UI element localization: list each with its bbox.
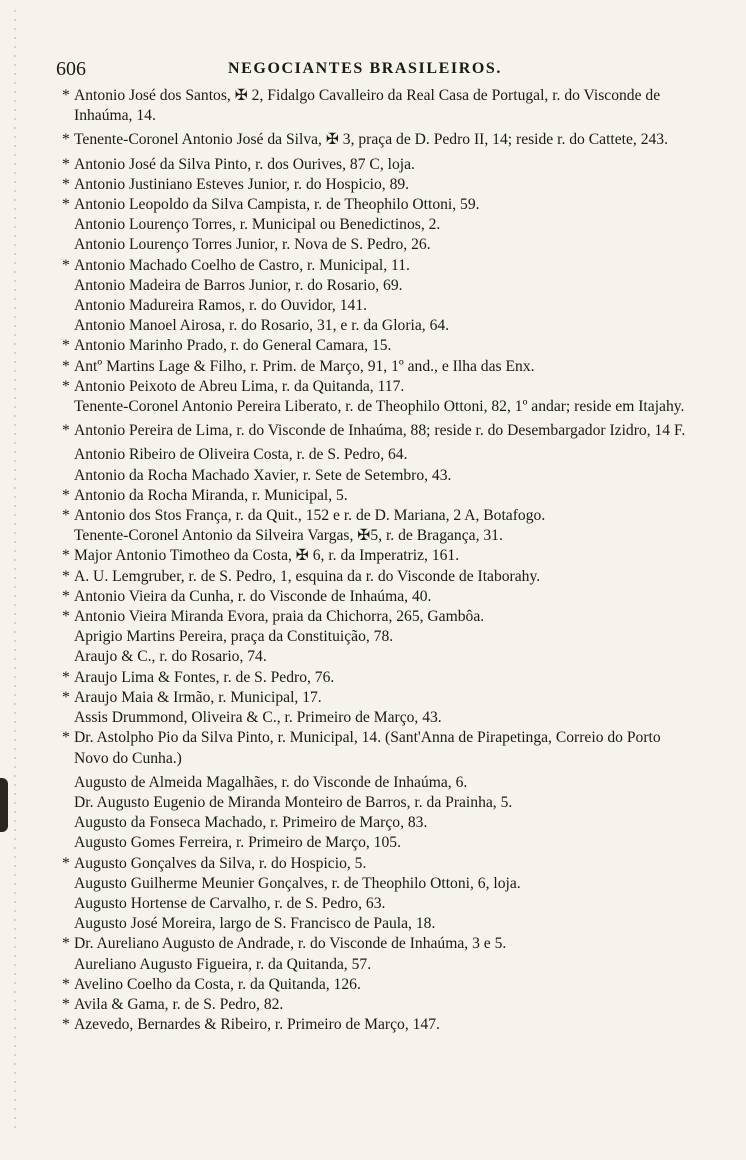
entry-text: Araujo Maia & Irmão, r. Municipal, 17. (74, 688, 322, 706)
directory-entry (58, 195, 694, 215)
entry-text: Augusto Gomes Ferreira, r. Primeiro de Março, 105. (74, 834, 401, 852)
directory-entry (58, 155, 694, 175)
directory-entry (58, 86, 694, 126)
asterisk-mark: * (62, 256, 70, 274)
entry-text: Araujo Lima & Fontes, r. de S. Pedro, 76. (74, 668, 335, 686)
asterisk-mark: * (62, 995, 70, 1013)
entry-text: Antonio Vieira da Cunha, r. do Visconde de Inhaúma, 40. (74, 587, 432, 605)
directory-entry (58, 793, 694, 813)
entry-text: Dr. Augusto Eugenio de Miranda Monteiro de Barros, r. da Prainha, 5. (74, 793, 513, 811)
running-head-title: NEGOCIANTES BRASILEIROS. (228, 60, 503, 77)
asterisk-mark: * (62, 196, 70, 214)
entry-text: Antonio da Rocha Machado Xavier, r. Sete de Setembro, 43. (74, 466, 452, 484)
directory-entry (58, 854, 694, 874)
entry-text: Augusto Gonçalves da Silva, r. do Hospicio, 5. (74, 854, 367, 872)
directory-entry (58, 397, 694, 417)
entry-text: Augusto da Fonseca Machado, r. Primeiro de Março, 83. (74, 814, 428, 832)
directory-entry (58, 316, 694, 336)
entry-text: Antonio Peixoto de Abreu Lima, r. da Quitanda, 117. (74, 377, 405, 395)
asterisk-mark: * (62, 547, 70, 565)
entry-text: Aureliano Augusto Figueira, r. da Quitanda, 57. (74, 955, 372, 973)
directory-entry (58, 647, 694, 667)
directory-entry (58, 708, 694, 728)
entry-text: Augusto Guilherme Meunier Gonçalves, r. de Theophilo Ottoni, 6, loja. (74, 874, 521, 892)
asterisk-mark: * (62, 131, 70, 149)
directory-entry (58, 874, 694, 894)
asterisk-mark: * (62, 1016, 70, 1034)
directory-entry (58, 934, 694, 954)
entry-text: A. U. Lemgruber, r. de S. Pedro, 1, esquina da r. do Visconde de Itaborahy. (74, 567, 541, 585)
asterisk-mark: * (62, 377, 70, 395)
directory-entry (58, 296, 694, 316)
entry-text: Assis Drummond, Oliveira & C., r. Primeiro de Março, 43. (74, 709, 442, 727)
directory-entry (58, 627, 694, 647)
directory-entry (58, 975, 694, 995)
directory-entry (58, 833, 694, 853)
entry-text: Avila & Gama, r. de S. Pedro, 82. (74, 995, 284, 1013)
asterisk-mark: * (62, 587, 70, 605)
asterisk-mark: * (62, 608, 70, 626)
asterisk-mark: * (62, 87, 70, 104)
entry-text: Antonio Machado Coelho de Castro, r. Municipal, 11. (74, 256, 410, 274)
page-number: 606 (56, 58, 86, 80)
directory-entry (58, 587, 694, 607)
asterisk-mark: * (62, 688, 70, 706)
entry-text: Antonio Leopoldo da Silva Campista, r. de Theophilo Ottoni, 59. (74, 196, 480, 214)
directory-entry (58, 773, 694, 793)
directory-entry (58, 175, 694, 195)
asterisk-mark: * (62, 507, 70, 525)
entry-text: Antonio Ribeiro de Oliveira Costa, r. de S. Pedro, 64. (74, 446, 408, 464)
entry-text: Antonio Pereira de Lima, r. do Visconde de Inhaúma, 88; reside r. do Desembargador Izidro, 14 F. (74, 422, 686, 440)
directory-entry (58, 546, 694, 566)
entry-text: Augusto José Moreira, largo de S. Francisco de Paula, 18. (74, 915, 436, 933)
binding-gutter (14, 10, 16, 1130)
asterisk-mark: * (62, 422, 70, 440)
asterisk-mark: * (62, 975, 70, 993)
directory-entry (58, 955, 694, 975)
entry-text: Avelino Coelho da Costa, r. da Quitanda, 126. (74, 975, 361, 993)
entry-text: Antonio Vieira Miranda Evora, praia da Chichorra, 265, Gambôa. (74, 608, 485, 626)
asterisk-mark: * (62, 854, 70, 872)
entry-text: Antonio dos Stos França, r. da Quit., 152 e r. de D. Mariana, 2 A, Botafogo. (74, 507, 546, 525)
directory-entry (58, 526, 694, 546)
entry-text: Tenente-Coronel Antonio da Silveira Vargas, ✠5, r. de Bragança, 31. (74, 527, 503, 545)
entry-text: Antonio Lourenço Torres Junior, r. Nova de S. Pedro, 26. (74, 236, 431, 254)
directory-entry (58, 1015, 694, 1035)
entry-text: Antonio José da Silva Pinto, r. dos Ourives, 87 C, loja. (74, 155, 415, 173)
entry-text: Azevedo, Bernardes & Ribeiro, r. Primeiro de Março, 147. (74, 1016, 440, 1034)
directory-entry (58, 276, 694, 296)
directory-entry (58, 728, 694, 768)
entry-text: Antonio Madureira Ramos, r. do Ouvidor, 141. (74, 297, 368, 315)
entry-text: Araujo & C., r. do Rosario, 74. (74, 648, 267, 666)
directory-entry (58, 914, 694, 934)
entry-text: Aprigio Martins Pereira, praça da Constituição, 78. (74, 628, 394, 646)
directory-entry (58, 215, 694, 235)
entry-text: Antonio da Rocha Miranda, r. Municipal, 5. (74, 486, 348, 504)
directory-entry (58, 607, 694, 627)
entry-text: Tenente-Coronel Antonio Pereira Liberato, r. de Theophilo Ottoni, 82, 1º andar; reside em Itajahy. (74, 398, 685, 416)
directory-entry (58, 668, 694, 688)
directory-entry (58, 421, 694, 441)
page-edge-mark (0, 778, 8, 832)
asterisk-mark: * (62, 337, 70, 355)
directory-entry (58, 377, 694, 397)
asterisk-mark: * (62, 935, 70, 953)
entry-text: Augusto de Almeida Magalhães, r. do Visconde de Inhaúma, 6. (74, 773, 468, 791)
directory-entry (58, 995, 694, 1015)
entry-text: Antonio José dos Santos, ✠ 2, Fidalgo Cavalleiro da Real Casa de Portugal, r. do Visconde de Inhaúma, 14. (74, 87, 661, 125)
asterisk-mark: * (62, 729, 70, 747)
directory-entry (58, 813, 694, 833)
entry-text: Dr. Astolpho Pio da Silva Pinto, r. Municipal, 14. (Sant'Anna de Pirapetinga, Correio do Porto Novo do Cunha.) (74, 729, 661, 767)
asterisk-mark: * (62, 567, 70, 585)
asterisk-mark: * (62, 668, 70, 686)
entry-text: Antonio Lourenço Torres, r. Municipal ou Benedictinos, 2. (74, 216, 441, 234)
entry-text: Antº Martins Lage & Filho, r. Prim. de Março, 91, 1º and., e Ilha das Enx. (74, 357, 535, 375)
asterisk-mark: * (62, 175, 70, 193)
directory-entry (58, 336, 694, 356)
directory-entry (58, 567, 694, 587)
entry-text: Antonio Madeira de Barros Junior, r. do Rosario, 69. (74, 276, 403, 294)
directory-entry (58, 894, 694, 914)
directory-entry (58, 357, 694, 377)
directory-entry (58, 235, 694, 255)
directory-entry (58, 506, 694, 526)
directory-entry (58, 688, 694, 708)
directory-entry (58, 445, 694, 465)
directory-entry (58, 486, 694, 506)
asterisk-mark: * (62, 155, 70, 173)
entry-text: Antonio Manoel Airosa, r. do Rosario, 31, e r. da Gloria, 64. (74, 317, 450, 335)
directory-list (58, 86, 694, 1035)
asterisk-mark: * (62, 486, 70, 504)
entry-text: Dr. Aureliano Augusto de Andrade, r. do Visconde de Inhaúma, 3 e 5. (74, 935, 507, 953)
directory-entry (58, 466, 694, 486)
entry-text: Major Antonio Timotheo da Costa, ✠ 6, r. da Imperatriz, 161. (74, 547, 460, 565)
asterisk-mark: * (62, 357, 70, 375)
entry-text: Antonio Marinho Prado, r. do General Camara, 15. (74, 337, 392, 355)
entry-text: Augusto Hortense de Carvalho, r. de S. Pedro, 63. (74, 894, 386, 912)
entry-text: Tenente-Coronel Antonio José da Silva, ✠ 3, praça de D. Pedro II, 14; reside r. do Cattete, 243. (74, 131, 669, 149)
directory-entry (58, 256, 694, 276)
entry-text: Antonio Justiniano Esteves Junior, r. do Hospicio, 89. (74, 175, 410, 193)
directory-entry (58, 130, 694, 150)
